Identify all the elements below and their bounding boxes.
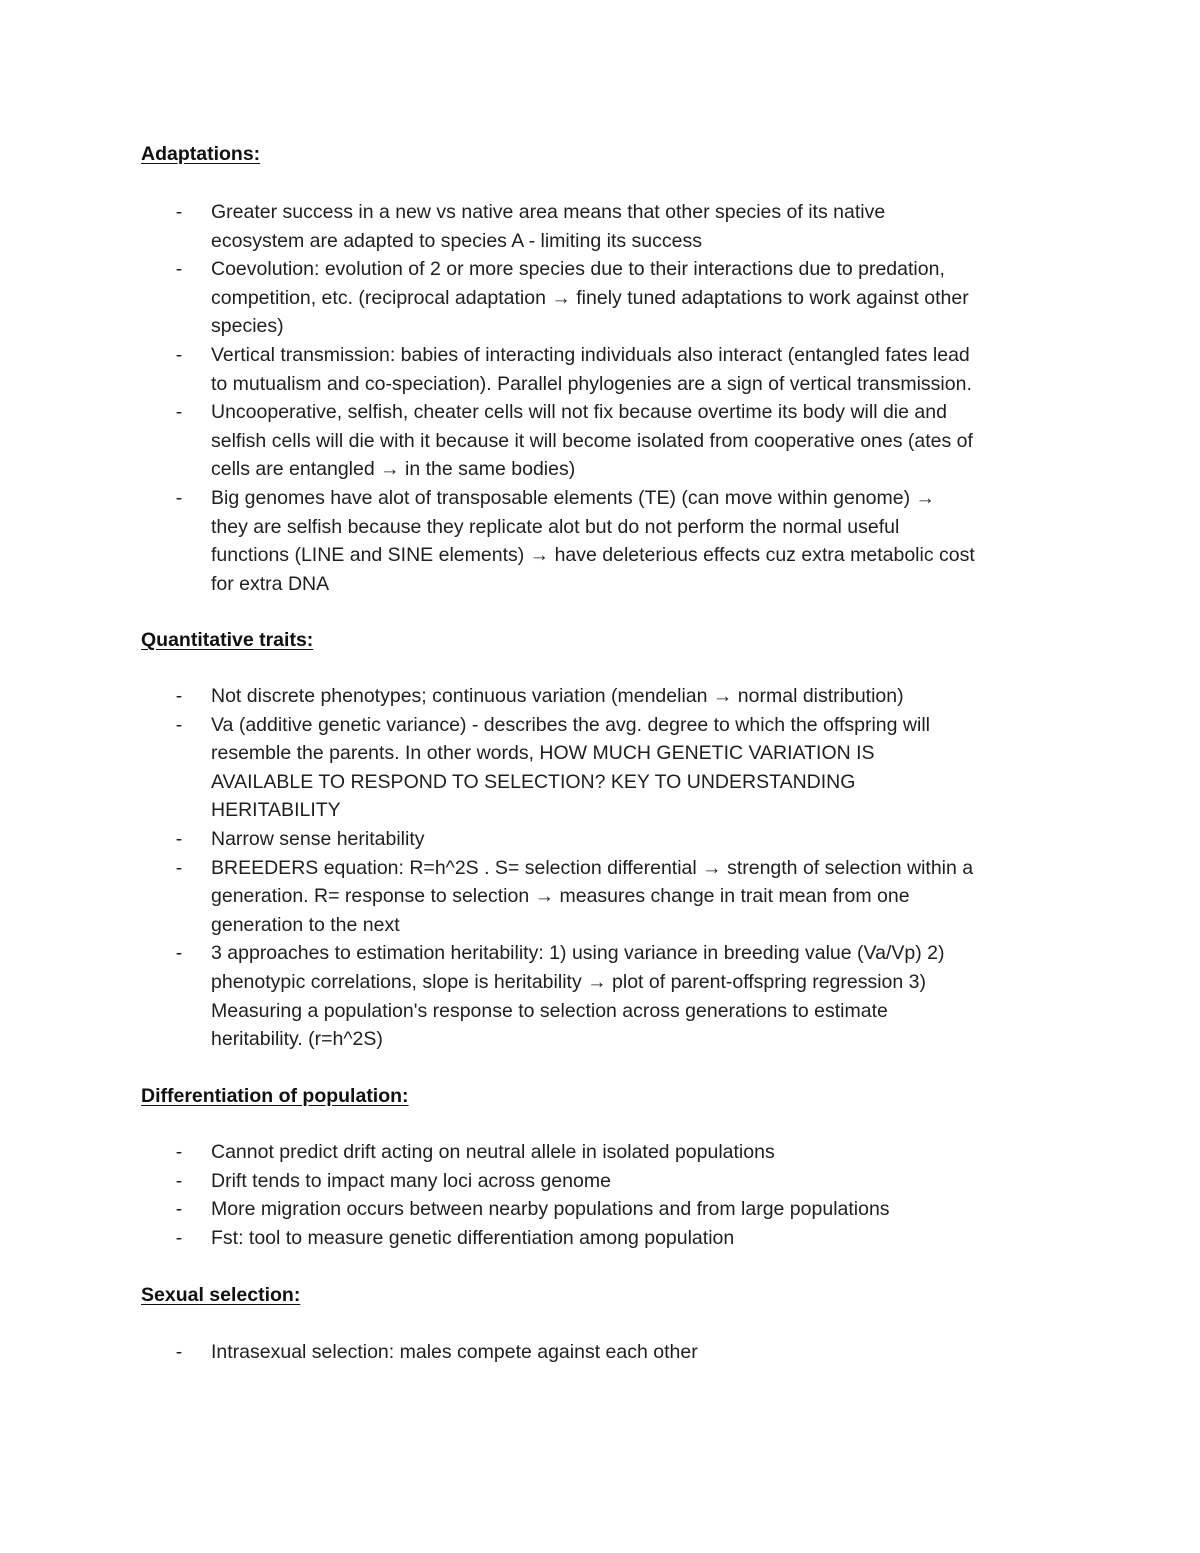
list-item: [0, 1338, 1200, 1367]
bullet-dash: -: [175, 343, 183, 366]
list-item: [0, 1138, 1200, 1167]
list-item-line: Big genomes have alot of transposable elements (TE) (can move within genome) →: [211, 486, 936, 509]
list-item-line: species): [211, 315, 284, 338]
list-item-line: Cannot predict drift acting on neutral allele in isolated populations: [211, 1141, 775, 1163]
bullet-dash: -: [175, 201, 183, 223]
list-item-line: for extra DNA: [211, 572, 330, 595]
bullet-dash: -: [175, 942, 183, 965]
list-item-line: they are selfish because they replicate alot but do not perform the normal useful: [211, 515, 900, 538]
bullet-dash: -: [175, 856, 183, 879]
list-item: [0, 198, 1200, 255]
list-item: [0, 682, 1200, 711]
list-item-line: selfish cells will die with it because it will become isolated from cooperative ones (ates of: [211, 429, 973, 452]
list-item: [0, 854, 1200, 940]
list-item-line: resemble the parents. In other words, HOW MUCH GENETIC VARIATION IS: [211, 742, 875, 765]
bullet-dash: -: [175, 401, 183, 424]
bullet-dash: -: [175, 827, 183, 850]
list-item-line: to mutualism and co-speciation). Parallel phylogenies are a sign of vertical transmission.: [211, 372, 972, 395]
list-item: [0, 1167, 1200, 1196]
list-item: [0, 825, 1200, 854]
list-item: [0, 398, 1200, 484]
differentiation-list: [0, 1138, 1200, 1252]
section-heading-quantitative-traits: Quantitative traits:: [141, 629, 314, 651]
list-item-line: ecosystem are adapted to species A - limiting its success: [211, 229, 702, 252]
bullet-dash: -: [175, 713, 183, 736]
adaptations-list: [0, 198, 1200, 598]
bullet-dash: -: [175, 1341, 183, 1363]
bullet-dash: -: [175, 1198, 183, 1221]
list-item-line: Not discrete phenotypes; continuous variation (mendelian → normal distribution): [211, 685, 904, 707]
sexual-selection-list: [0, 1338, 1200, 1367]
list-item-line: Coevolution: evolution of 2 or more species due to their interactions due to predation,: [211, 258, 945, 281]
list-item-line: Intrasexual selection: males compete against each other: [211, 1341, 698, 1363]
list-item-line: competition, etc. (reciprocal adaptation → finely tuned adaptations to work against other: [211, 286, 969, 309]
quantitative-traits-list: [0, 682, 1200, 1054]
list-item: [0, 1224, 1200, 1253]
list-item-line: HERITABILITY: [211, 799, 341, 822]
list-item-line: generation to the next: [211, 913, 400, 936]
bullet-dash: -: [175, 1169, 183, 1192]
list-item: [0, 711, 1200, 825]
list-item: [0, 484, 1200, 598]
list-item-line: Drift tends to impact many loci across genome: [211, 1169, 611, 1192]
section-heading-sexual-selection: Sexual selection:: [141, 1284, 301, 1306]
list-item-line: Vertical transmission: babies of interacting individuals also interact (entangled fates lead: [211, 343, 970, 366]
list-item-line: AVAILABLE TO RESPOND TO SELECTION? KEY TO UNDERSTANDING: [211, 770, 856, 793]
bullet-dash: -: [175, 258, 183, 281]
list-item-line: cells are entangled → in the same bodies): [211, 458, 576, 481]
bullet-dash: -: [175, 1141, 183, 1163]
list-item-line: Narrow sense heritability: [211, 827, 425, 850]
bullet-dash: -: [175, 1226, 183, 1249]
list-item: [0, 341, 1200, 398]
section-heading-differentiation: Differentiation of population:: [141, 1085, 409, 1107]
list-item-line: More migration occurs between nearby populations and from large populations: [211, 1198, 890, 1221]
list-item-line: Fst: tool to measure genetic differentiation among population: [211, 1226, 735, 1249]
list-item-line: phenotypic correlations, slope is heritability → plot of parent-offspring regression 3): [211, 970, 927, 993]
list-item-line: generation. R= response to selection → measures change in trait mean from one: [211, 885, 910, 908]
list-item-line: Uncooperative, selfish, cheater cells will not fix because overtime its body will die and: [211, 401, 947, 424]
list-item-line: BREEDERS equation: R=h^2S . S= selection differential → strength of selection within a: [211, 856, 974, 879]
list-item-line: Measuring a population's response to selection across generations to estimate: [211, 999, 888, 1022]
list-item-line: functions (LINE and SINE elements) → have deleterious effects cuz extra metabolic cost: [211, 544, 975, 567]
list-item-line: Greater success in a new vs native area means that other species of its native: [211, 201, 886, 223]
bullet-dash: -: [175, 685, 183, 707]
list-item-line: 3 approaches to estimation heritability: 1) using variance in breeding value (Va/Vp) 2): [211, 942, 945, 965]
section-heading-adaptations: Adaptations:: [141, 143, 261, 165]
list-item: [0, 255, 1200, 341]
list-item: [0, 1195, 1200, 1224]
bullet-dash: -: [175, 486, 183, 509]
list-item: [0, 939, 1200, 1053]
list-item-line: Va (additive genetic variance) - describes the avg. degree to which the offspring will: [211, 713, 930, 736]
list-item-line: heritability. (r=h^2S): [211, 1028, 383, 1051]
